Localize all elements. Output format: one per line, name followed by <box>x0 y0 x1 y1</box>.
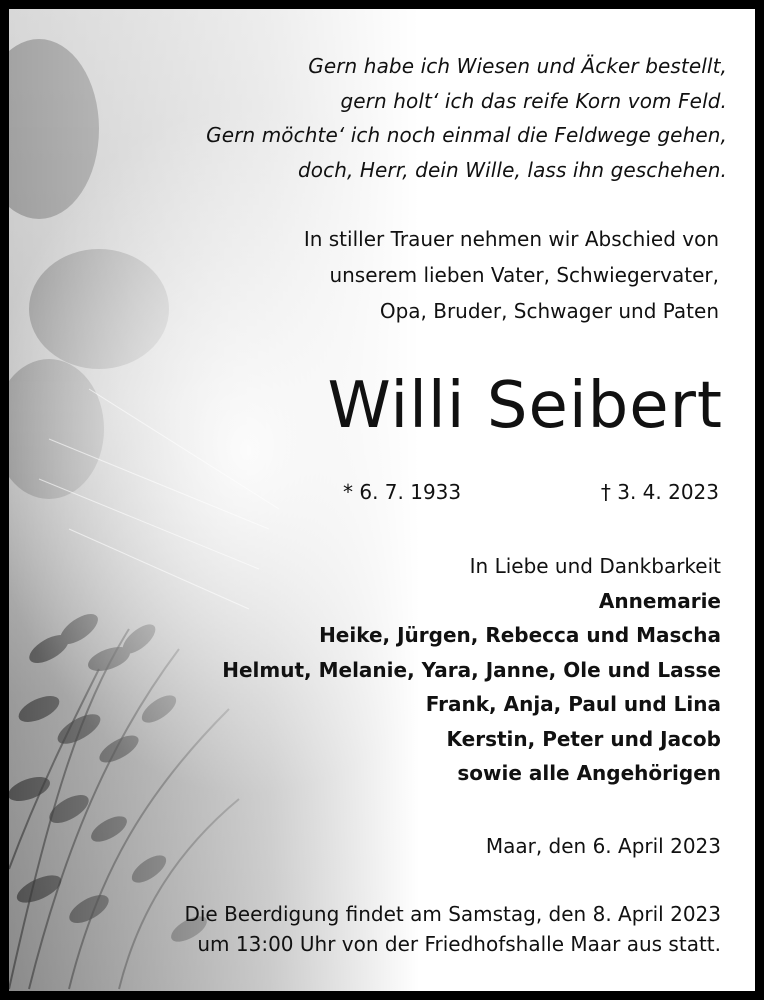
family-signatures <box>222 549 721 791</box>
family-name-line: Annemarie <box>598 588 721 613</box>
funeral-line: Die Beerdigung findet am Samstag, den 8. April 2023 <box>184 902 721 926</box>
family-opening: In Liebe und Dankbarkeit <box>469 554 721 578</box>
family-name-line: sowie alle Angehörigen <box>457 761 721 785</box>
death-date: † 3. 4. 2023 <box>600 480 719 504</box>
funeral-info <box>184 899 721 959</box>
birth-date: * 6. 7. 1933 <box>343 480 462 504</box>
life-dates <box>9 475 755 509</box>
notice-content <box>9 9 755 991</box>
intro-text <box>304 221 719 329</box>
deceased-name: Willi Seibert <box>327 369 723 443</box>
intro-line: unserem lieben Vater, Schwiegervater, <box>329 263 719 287</box>
poem-line: doch, Herr, dein Wille, lass ihn geschehen. <box>297 157 727 182</box>
family-name-line: Kerstin, Peter und Jacob <box>446 726 721 751</box>
poem-line: Gern möchte‘ ich noch einmal die Feldwege gehen, <box>206 123 727 147</box>
place-date: Maar, den 6. April 2023 <box>485 834 721 858</box>
poem-line: gern holt‘ ich das reife Korn vom Feld. <box>340 88 727 113</box>
intro-line: Opa, Bruder, Schwager und Paten <box>379 299 719 323</box>
intro-line: In stiller Trauer nehmen wir Abschied von <box>303 227 719 251</box>
poem <box>206 49 727 187</box>
family-name-line: Helmut, Melanie, Yara, Janne, Ole und Lasse <box>222 657 721 682</box>
funeral-line: um 13:00 Uhr von der Friedhofshalle Maar aus statt. <box>197 932 721 956</box>
family-name-line: Heike, Jürgen, Rebecca und Mascha <box>319 623 721 647</box>
poem-line: Gern habe ich Wiesen und Äcker bestellt, <box>308 54 727 78</box>
family-name-line: Frank, Anja, Paul und Lina <box>425 692 721 716</box>
